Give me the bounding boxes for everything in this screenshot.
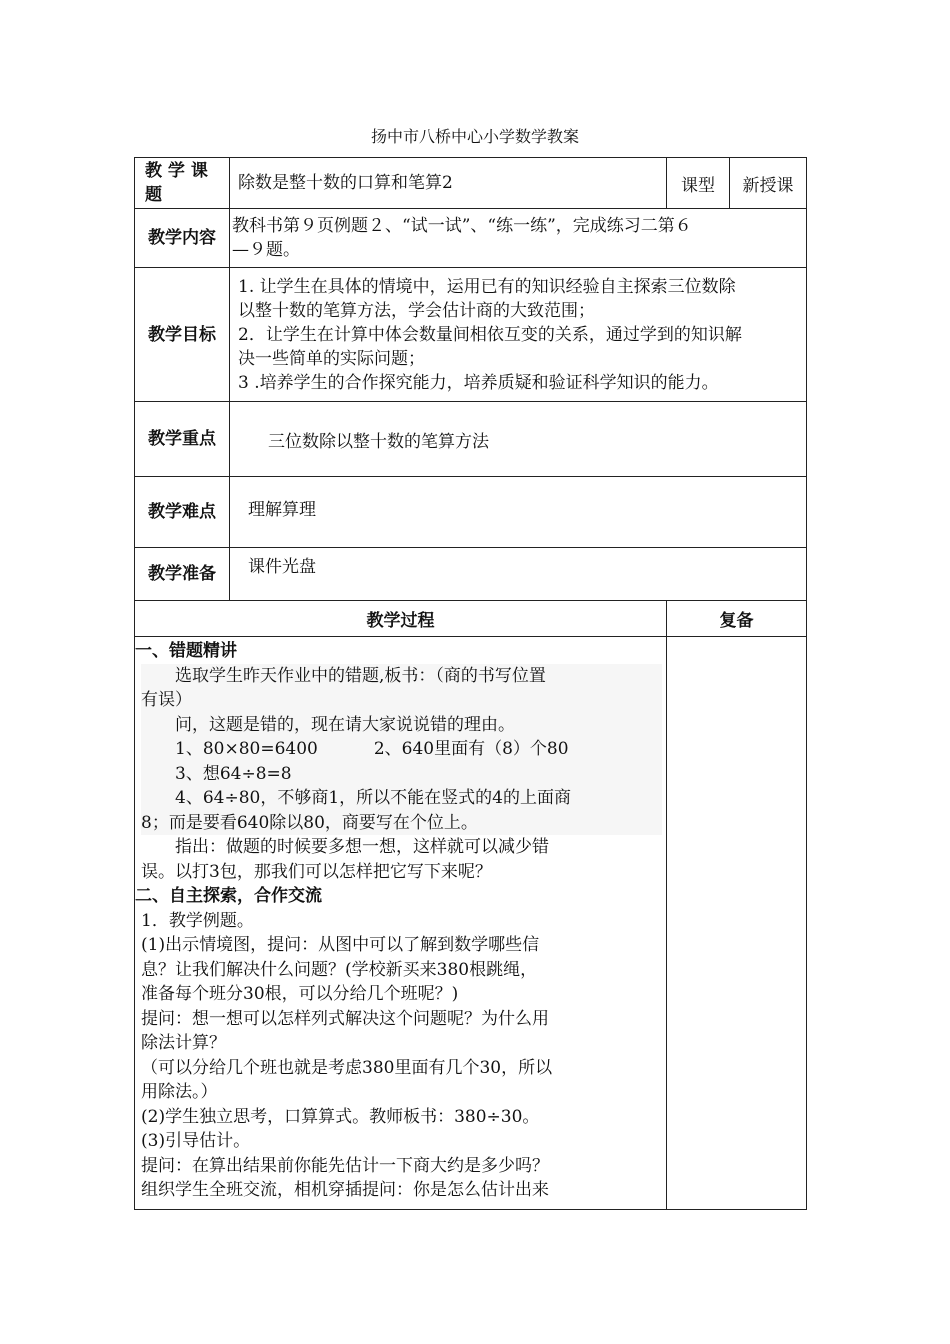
key-point-label: 教学重点: [135, 402, 230, 477]
content-line: 教科书第９页例题２、“试一试”、“练一练”，完成练习二第６: [232, 216, 692, 236]
difficulty-value: 理解算理: [230, 477, 807, 548]
process-line: 准备每个班分30根，可以分给几个班呢？): [141, 984, 459, 1004]
process-line: 有误）: [141, 690, 192, 710]
preparation-value: 课件光盘: [230, 548, 807, 601]
preparation-label: 教学准备: [135, 548, 230, 601]
row-process-header: [135, 601, 807, 637]
goal-line: 2．让学生在计算中体会数量间相依互变的关系，通过学到的知识解: [238, 324, 742, 345]
topic-value: 除数是整十数的口算和笔算2: [230, 158, 667, 209]
process-line: 提问：在算出结果前你能先估计一下商大约是多少吗？: [141, 1155, 549, 1176]
process-line: 8；而是要看640除以80，商要写在个位上。: [141, 812, 478, 833]
shaded-block: [141, 664, 662, 836]
row-goals: [135, 268, 807, 402]
goals-label: 教学目标: [135, 268, 230, 402]
process-header: 教学过程: [135, 601, 667, 637]
row-key-point: [135, 402, 807, 477]
document-title: 扬中市八桥中心小学数学教案: [370, 127, 579, 146]
process-line: 误。以打3包，那我们可以怎样把它写下来呢？: [141, 861, 492, 882]
process-line: [141, 737, 662, 762]
type-value: 新授课: [730, 158, 807, 209]
difficulty-label: 教学难点: [135, 477, 230, 548]
type-label: 课型: [667, 158, 730, 209]
topic-label: 教 学 课 题: [135, 158, 230, 209]
goal-line: 决一些简单的实际问题；: [238, 348, 425, 369]
row-difficulty: [135, 477, 807, 548]
process-line: (2)学生独立思考，口算算式。教师板书：380÷30。: [141, 1106, 540, 1127]
process-body: [135, 637, 667, 1210]
process-line: 3、想64÷8=8: [175, 763, 292, 784]
prep-header: 复备: [667, 601, 807, 637]
section-heading: 二、自主探索，合作交流: [135, 886, 322, 906]
process-line: （可以分给几个班也就是考虑380里面有几个30，所以: [141, 1057, 553, 1078]
process-line: 选取学生昨天作业中的错题,板书：（商的书写位置: [175, 665, 546, 686]
process-line: 1．教学例题。: [141, 910, 254, 931]
row-content: [135, 209, 807, 268]
process-line: 用除法。）: [141, 1082, 218, 1102]
process-line: 除法计算？: [141, 1033, 226, 1053]
content-label: 教学内容: [135, 209, 230, 268]
section-heading: 一、错题精讲: [135, 641, 237, 661]
process-line: 指出：做题的时候要多想一想，这样就可以减少错: [175, 837, 549, 857]
process-text: 1、80×80=6400: [175, 739, 318, 759]
process-line: 组织学生全班交流，相机穿插提问：你是怎么估计出来: [141, 1180, 549, 1200]
process-line: 4、64÷80，不够商1，所以不能在竖式的4的上面商: [175, 788, 571, 808]
process-line: 问，这题是错的，现在请大家说说错的理由。: [175, 714, 515, 735]
process-text: 2、640里面有（8）个80: [373, 739, 569, 759]
prep-column: [667, 637, 807, 1210]
content-line: —９题。: [232, 240, 300, 260]
process-line: 提问：想一想可以怎样列式解决这个问题呢？为什么用: [141, 1008, 549, 1029]
goal-line: 以整十数的笔算方法，学会估计商的大致范围；: [238, 300, 595, 321]
goals-value: [230, 268, 807, 402]
goal-line: 1. 让学生在具体的情境中，运用已有的知识经验自主探索三位数除: [238, 276, 736, 297]
lesson-plan-table: [134, 157, 807, 1210]
process-line: (1)出示情境图，提问：从图中可以了解到数学哪些信: [141, 935, 540, 955]
content-value: [230, 209, 807, 268]
goal-line: 3 .培养学生的合作探究能力，培养质疑和验证科学知识的能力。: [238, 372, 719, 393]
row-preparation: [135, 548, 807, 601]
process-line: (3)引导估计。: [141, 1131, 251, 1151]
key-point-value: 三位数除以整十数的笔算方法: [230, 402, 807, 477]
row-topic: [135, 158, 807, 209]
process-line: 息？让我们解决什么问题？(学校新买来380根跳绳，: [141, 959, 538, 980]
row-process: [135, 637, 807, 1210]
